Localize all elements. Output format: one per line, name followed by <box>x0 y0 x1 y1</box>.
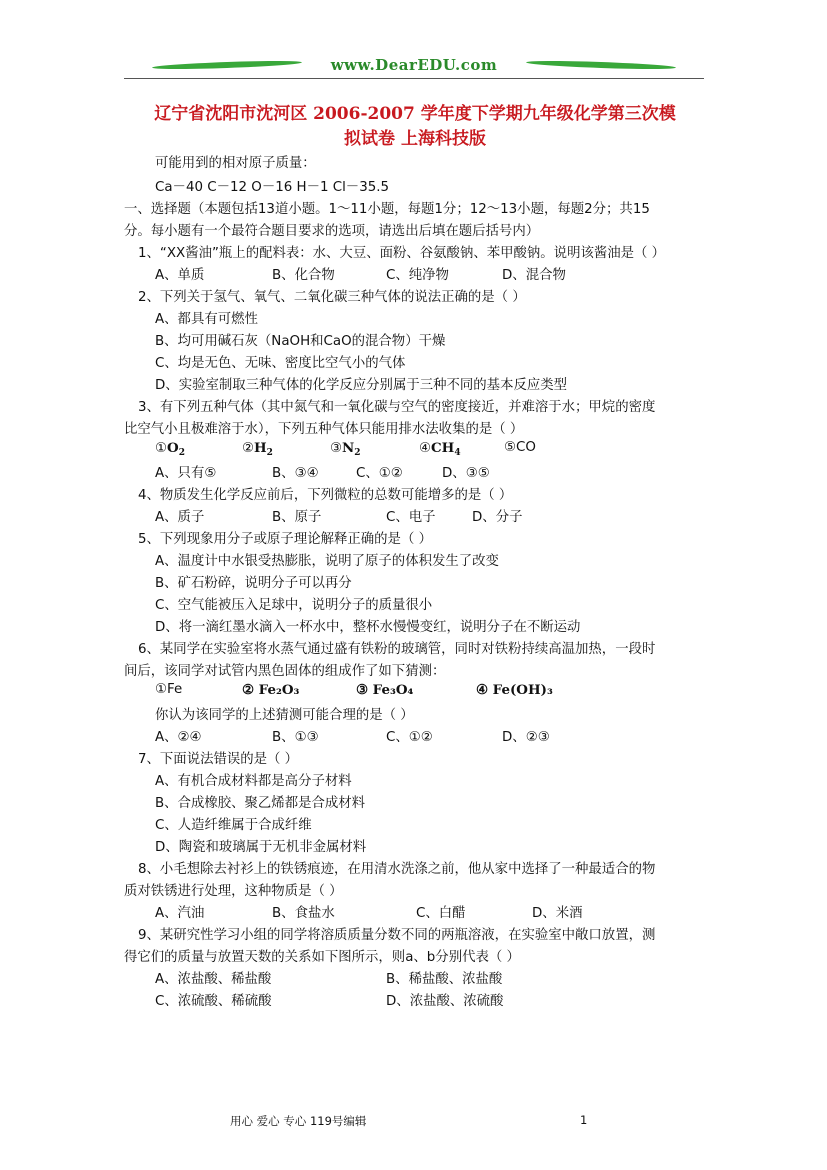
q3-option-b: B、③④ <box>272 466 319 481</box>
question-1: 1、“XX酱油”瓶上的配料表：水、大豆、面粉、谷氨酸钠、苯甲酸钠。说明该酱油是（ ） <box>138 246 666 261</box>
q6-option-b: B、①③ <box>272 730 319 745</box>
question-8-line-2: 质对铁锈进行处理，这种物质是（ ） <box>124 884 343 899</box>
q3-option-c: C、①② <box>356 466 403 481</box>
q5-option-c: C、空气能被压入足球中，说明分子的质量很小 <box>155 598 433 613</box>
intro-line: 可能用到的相对原子质量： <box>155 156 316 171</box>
q8-option-b: B、食盐水 <box>272 906 335 921</box>
q6-option-c: C、①② <box>386 730 433 745</box>
q1-option-a: A、单质 <box>155 268 205 283</box>
question-3-line-1: 3、有下列五种气体（其中氮气和一氧化碳与空气的密度接近，并难溶于水；甲烷的密度 <box>138 400 656 415</box>
q3-gas-1: $①O_2$ <box>155 440 185 458</box>
q4-option-b: B、原子 <box>272 510 322 525</box>
question-9-line-1: 9、某研究性学习小组的同学将溶质质量分数不同的两瓶溶液，在实验室中敞口放置，测 <box>138 928 656 943</box>
q6-option-a: A、②④ <box>155 730 202 745</box>
section-instruction: 分。每小题有一个最符合题目要求的选项，请选出后填在题后括号内） <box>124 224 540 239</box>
atomic-mass-line: Ca－40 C－12 O－16 H－1 Cl－35.5 <box>155 180 390 195</box>
q2-option-a: A、都具有可燃性 <box>155 312 258 327</box>
header-swoosh-right <box>526 59 676 70</box>
q3-gas-4: $④CH_4$ <box>419 440 461 458</box>
question-6-line-2: 间后，该同学对试管内黑色固体的组成作了如下猜测： <box>124 664 446 679</box>
site-banner: www.DearEDU.com <box>330 56 498 74</box>
q7-option-c: C、人造纤维属于合成纤维 <box>155 818 312 833</box>
page-footer: 用心 爱心 专心 119号编辑 <box>230 1114 367 1128</box>
section-heading: 一、选择题（本题包括13道小题。1～11小题，每题1分；12～13小题，每题2分；共15 <box>124 202 650 217</box>
q8-option-a: A、汽油 <box>155 906 205 921</box>
q9-option-c: C、浓硫酸、稀硫酸 <box>155 994 272 1009</box>
question-9-line-2: 得它们的质量与放置天数的关系如下图所示，则a、b分别代表（ ） <box>124 950 520 965</box>
question-8-line-1: 8、小毛想除去衬衫上的铁锈痕迹，在用清水洗涤之前，他从家中选择了一种最适合的物 <box>138 862 656 877</box>
header-swoosh-left <box>152 59 302 70</box>
q6-guess-1: ①Fe <box>155 682 183 697</box>
q1-option-b: B、化合物 <box>272 268 335 283</box>
question-6-line-1: 6、某同学在实验室将水蒸气通过盛有铁粉的玻璃管，同时对铁粉持续高温加热，一段时 <box>138 642 656 657</box>
page-number: 1 <box>580 1113 588 1127</box>
question-7: 7、下面说法错误的是（ ） <box>138 752 299 767</box>
q9-option-a: A、浓盐酸、稀盐酸 <box>155 972 272 987</box>
q9-option-d: D、浓盐酸、浓硫酸 <box>386 994 504 1009</box>
q2-option-c: C、均是无色、无味、密度比空气小的气体 <box>155 356 406 371</box>
q1-option-c: C、纯净物 <box>386 268 449 283</box>
q7-option-b: B、合成橡胶、聚乙烯都是合成材料 <box>155 796 366 811</box>
q6-guess-4: ④ Fe(OH)₃ <box>476 682 553 698</box>
q3-gas-5: ⑤CO <box>504 440 536 455</box>
title-line-1: 辽宁省沈阳市沈河区 2006-2007 学年度下学期九年级化学第三次模 <box>154 104 676 124</box>
q6-guess-3: ③ Fe₃O₄ <box>356 682 414 698</box>
q3-gas-2: $②H_2$ <box>242 440 273 458</box>
q4-option-a: A、质子 <box>155 510 205 525</box>
q7-option-a: A、有机合成材料都是高分子材料 <box>155 774 352 789</box>
q3-option-a: A、只有⑤ <box>155 466 217 481</box>
q8-option-d: D、米酒 <box>532 906 583 921</box>
q2-option-b: B、均可用碱石灰（NaOH和CaO的混合物）干燥 <box>155 334 446 349</box>
q5-option-b: B、矿石粉碎，说明分子可以再分 <box>155 576 352 591</box>
q6-option-d: D、②③ <box>502 730 550 745</box>
header-rule <box>124 78 704 79</box>
question-4: 4、物质发生化学反应前后，下列微粒的总数可能增多的是（ ） <box>138 488 513 503</box>
q3-option-d: D、③⑤ <box>442 466 490 481</box>
page-header <box>124 56 704 80</box>
q7-option-d: D、陶瓷和玻璃属于无机非金属材料 <box>155 840 367 855</box>
q4-option-c: C、电子 <box>386 510 436 525</box>
q3-gas-3: $③N_2$ <box>330 440 361 458</box>
document-title <box>120 102 710 152</box>
question-2: 2、下列关于氢气、氧气、二氧化碳三种气体的说法正确的是（ ） <box>138 290 526 305</box>
q6-guess-2: ② Fe₂O₃ <box>242 682 300 698</box>
q9-option-b: B、稀盐酸、浓盐酸 <box>386 972 503 987</box>
q1-option-d: D、混合物 <box>502 268 566 283</box>
question-5: 5、下列现象用分子或原子理论解释正确的是（ ） <box>138 532 432 547</box>
q5-option-a: A、温度计中水银受热膨胀，说明了原子的体积发生了改变 <box>155 554 499 569</box>
q4-option-d: D、分子 <box>472 510 523 525</box>
q8-option-c: C、白醋 <box>416 906 466 921</box>
question-3-line-2: 比空气小且极难溶于水），下列五种气体只能用排水法收集的是（ ） <box>124 422 524 437</box>
q5-option-d: D、将一滴红墨水滴入一杯水中，整杯水慢慢变红，说明分子在不断运动 <box>155 620 581 635</box>
q2-option-d: D、实验室制取三种气体的化学反应分别属于三种不同的基本反应类型 <box>155 378 568 393</box>
title-line-2: 拟试卷 上海科技版 <box>344 129 486 149</box>
q6-ask: 你认为该同学的上述猜测可能合理的是（ ） <box>155 708 414 723</box>
